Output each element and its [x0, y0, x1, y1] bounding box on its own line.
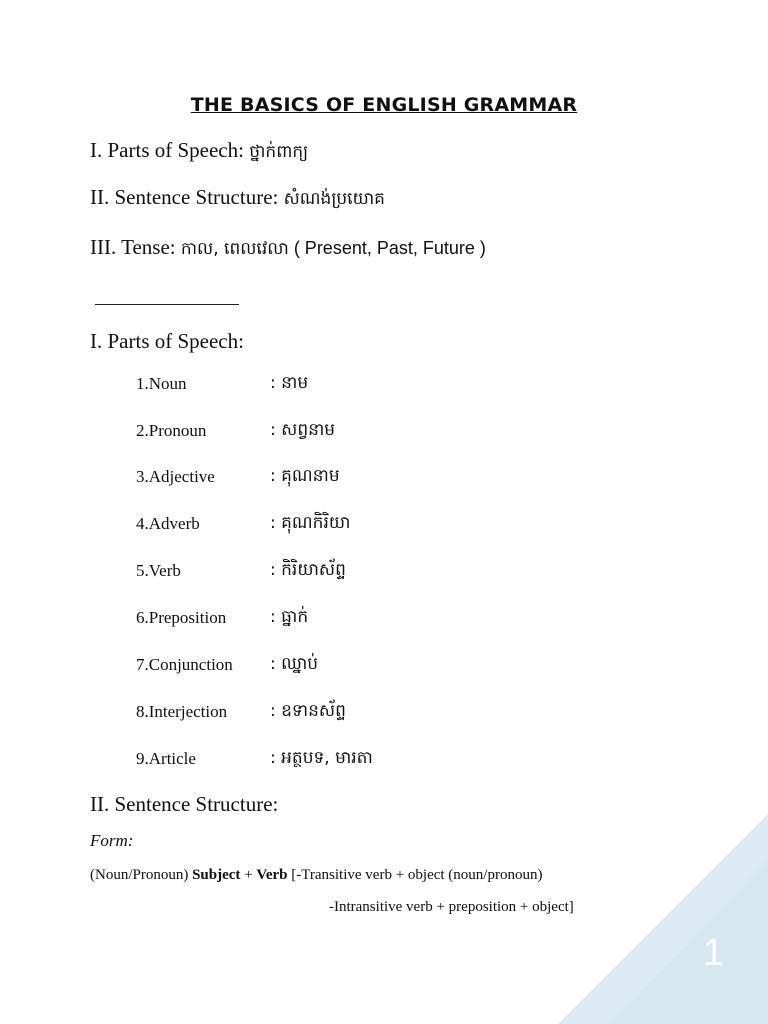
form-line-2: -Intransitive verb + preposition + object]	[329, 899, 574, 915]
part-label: 1.Noun	[136, 374, 187, 393]
part-label: 4.Adverb	[136, 514, 200, 533]
part-label: 9.Article	[136, 749, 196, 768]
part-khmer: : គុណកិរិយា	[270, 513, 351, 533]
sentence-structure-heading: II. Sentence Structure:	[90, 792, 279, 816]
form-transitive: [-Transitive verb + object (noun/pronoun)	[287, 867, 543, 883]
outline-label: III. Tense:	[90, 235, 181, 259]
part-khmer: : ឧទានស័ព្ទ	[270, 701, 346, 721]
part-label: 8.Interjection	[136, 702, 228, 721]
outline-label: II. Sentence Structure:	[90, 185, 284, 209]
part-khmer: : គុណនាម	[270, 466, 340, 486]
part-khmer: : អត្ថបទ, មារតា	[270, 748, 373, 768]
outline-extra: ( Present, Past, Future )	[288, 238, 486, 258]
part-khmer: : កិរិយាស័ព្ទ	[270, 560, 346, 580]
outline-item-tense	[90, 235, 486, 263]
form-line-1	[90, 867, 542, 884]
form-verb: Verb	[256, 867, 288, 883]
section-divider	[95, 304, 239, 305]
part-label: 3.Adjective	[136, 467, 215, 486]
outline-khmer: កាល, ពេលវេលា	[180, 239, 289, 259]
document-title: THE BASICS OF ENGLISH GRAMMAR	[190, 94, 578, 116]
form-subject: Subject	[192, 867, 241, 883]
page-number: 1	[702, 932, 724, 974]
form-label: Form:	[90, 831, 134, 850]
outline-khmer: សំណង់ប្រយោគ	[283, 189, 385, 209]
part-khmer: : ឈ្នាប់	[270, 654, 319, 674]
part-khmer: : នាម	[270, 373, 309, 393]
form-plus: +	[240, 867, 257, 883]
outline-item-parts-of-speech	[90, 138, 308, 166]
outline-khmer: ថ្នាក់ពាក្យ	[249, 142, 309, 162]
part-khmer: : ធ្នាក់	[270, 607, 309, 627]
part-label: 7.Conjunction	[136, 655, 233, 674]
part-label: 6.Preposition	[136, 608, 227, 627]
outline-item-sentence-structure	[90, 185, 385, 213]
form-prefix: (Noun/Pronoun)	[90, 867, 193, 883]
part-khmer: : សព្វនាម	[270, 420, 336, 440]
part-label: 5.Verb	[136, 561, 181, 580]
parts-of-speech-heading: I. Parts of Speech:	[90, 329, 244, 353]
outline-label: I. Parts of Speech:	[90, 138, 250, 162]
part-label: 2.Pronoun	[136, 421, 207, 440]
